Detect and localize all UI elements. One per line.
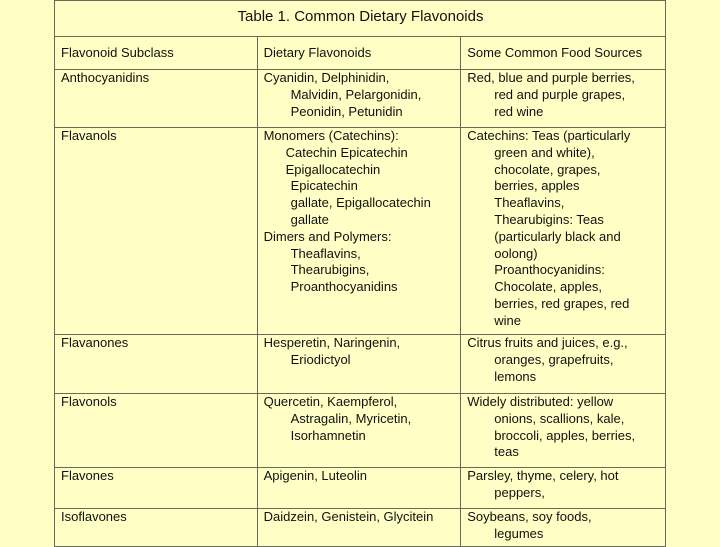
sources-line: broccoli, apples, berries, xyxy=(494,427,636,443)
sources-cell xyxy=(461,394,666,468)
sources-line: Widely distributed: yellow xyxy=(467,394,614,409)
table-title: Table 1. Common Dietary Flavonoids xyxy=(55,1,666,37)
sources-line: Parsley, thyme, celery, hot xyxy=(467,468,619,483)
sources-line: legumes xyxy=(494,525,544,541)
title-row xyxy=(55,1,666,37)
subclass-cell: Isoflavones xyxy=(55,509,258,547)
sources-line: oolong) xyxy=(494,245,538,261)
sources-cell xyxy=(461,468,666,509)
sources-line: oranges, grapefruits, xyxy=(494,351,614,367)
table-row xyxy=(55,128,666,335)
header-row xyxy=(55,37,666,70)
sources-line: Soybeans, soy foods, xyxy=(467,509,592,524)
sources-line: chocolate, grapes, xyxy=(494,161,601,177)
flavonoids-cell xyxy=(257,394,461,468)
flavonoids-cell xyxy=(257,509,461,547)
flavonoids-line: Daidzein, Genistein, Glycitein xyxy=(263,509,434,524)
subclass-cell: Flavones xyxy=(55,468,258,509)
sources-line: onions, scallions, kale, xyxy=(494,410,625,426)
sources-line: (particularly black and xyxy=(494,228,621,244)
flavonoids-cell xyxy=(257,335,461,394)
flavonoids-line: Peonidin, Petunidin xyxy=(290,103,403,119)
flavonoids-line: Astragalin, Myricetin, xyxy=(290,410,412,426)
header-food-sources: Some Common Food Sources xyxy=(461,37,666,70)
table-row xyxy=(55,394,666,468)
flavonoids-line: Isorhamnetin xyxy=(290,427,366,443)
flavonoids-line: Eriodictyol xyxy=(290,351,351,367)
sources-cell xyxy=(461,70,666,128)
sources-cell xyxy=(461,509,666,547)
subclass-cell: Flavonols xyxy=(55,394,258,468)
flavonoids-line: Proanthocyanidins xyxy=(290,279,398,295)
sources-line: Proanthocyanidins: xyxy=(494,262,605,278)
sources-line: peppers, xyxy=(494,484,545,500)
table-row xyxy=(55,509,666,547)
flavonoids-line: Theaflavins, xyxy=(290,245,361,261)
flavonoids-table xyxy=(54,0,666,547)
sources-line: red wine xyxy=(494,103,544,119)
sources-line: Catechins: Teas (particularly xyxy=(467,128,631,143)
sources-line: wine xyxy=(494,312,521,328)
sources-line: Red, blue and purple berries, xyxy=(467,70,635,85)
flavonoids-line: Hesperetin, Naringenin, xyxy=(263,335,401,350)
sources-cell xyxy=(461,128,666,335)
flavonoids-line: Catechin Epicatechin xyxy=(285,144,408,160)
flavonoids-line: Monomers (Catechins): xyxy=(263,128,399,143)
sources-line: Thearubigins: Teas xyxy=(494,211,604,227)
sources-line: berries, apples xyxy=(494,178,580,194)
subclass-cell: Flavanones xyxy=(55,335,258,394)
flavonoids-cell xyxy=(257,70,461,128)
sources-cell xyxy=(461,335,666,394)
subclass-cell: Flavanols xyxy=(55,128,258,335)
table-row xyxy=(55,335,666,394)
flavonoids-line: Epigallocatechin xyxy=(285,161,381,177)
sources-line: lemons xyxy=(494,368,537,384)
sources-line: red and purple grapes, xyxy=(494,86,626,102)
table-row xyxy=(55,70,666,128)
flavonoids-line: Epicatechin xyxy=(290,178,358,194)
sources-line: berries, red grapes, red xyxy=(494,295,630,311)
flavonoids-line: Apigenin, Luteolin xyxy=(263,468,367,483)
table-row xyxy=(55,468,666,509)
flavonoids-line: Cyanidin, Delphinidin, xyxy=(263,70,390,85)
flavonoids-cell xyxy=(257,128,461,335)
header-dietary-flavonoids: Dietary Flavonoids xyxy=(257,37,461,70)
flavonoids-line: Malvidin, Pelargonidin, xyxy=(290,86,422,102)
sources-line: green and white), xyxy=(494,144,595,160)
sources-line: Citrus fruits and juices, e.g., xyxy=(467,335,628,350)
sources-line: teas xyxy=(494,444,519,460)
flavonoids-cell xyxy=(257,468,461,509)
header-subclass: Flavonoid Subclass xyxy=(55,37,258,70)
flavonoids-line: Thearubigins, xyxy=(290,262,370,278)
sources-line: Chocolate, apples, xyxy=(494,279,602,295)
flavonoids-line: Dimers and Polymers: xyxy=(263,228,392,244)
flavonoids-line: gallate, Epigallocatechin xyxy=(290,195,431,211)
flavonoids-line: gallate xyxy=(290,211,329,227)
sources-line: Theaflavins, xyxy=(494,195,565,211)
subclass-cell: Anthocyanidins xyxy=(55,70,258,128)
flavonoids-line: Quercetin, Kaempferol, xyxy=(263,394,398,409)
